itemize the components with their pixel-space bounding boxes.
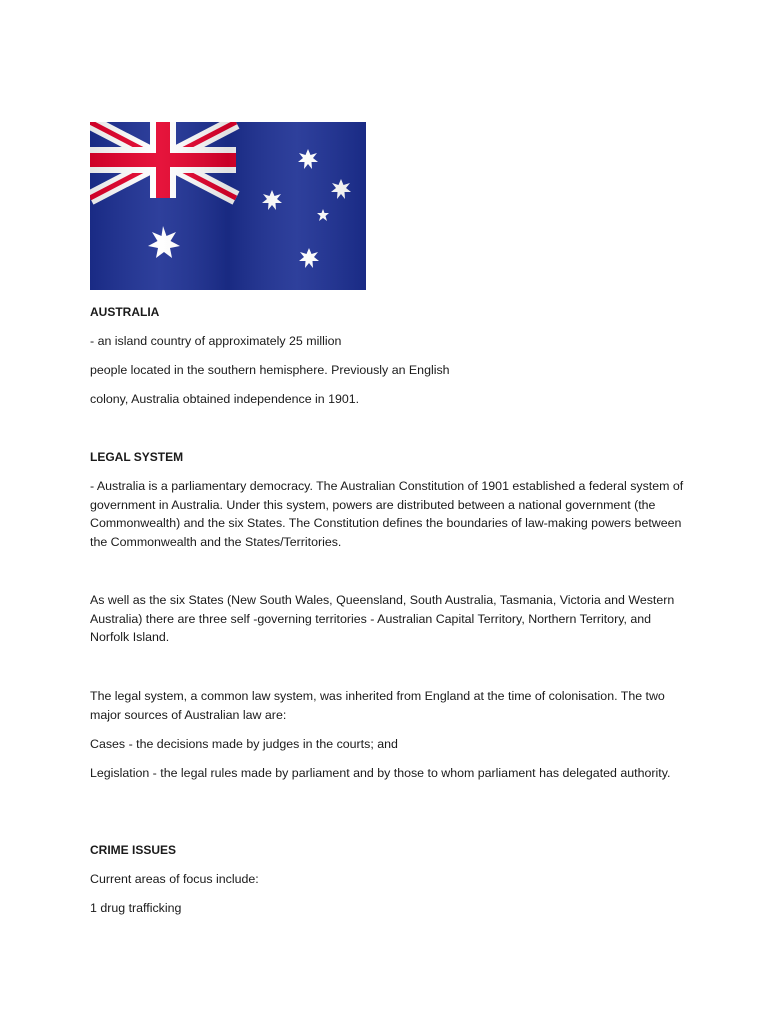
australian-flag-image bbox=[90, 122, 366, 290]
crime-intro: Current areas of focus include: bbox=[90, 872, 259, 886]
australia-line-3: colony, Australia obtained independence in 1901. bbox=[90, 392, 360, 406]
legal-paragraph-1: - Australia is a parliamentary democracy. The Australian Constitution of 1901 established a federal system of government in Australia. Under this system, powers are distributed between a national government (the Commonwealth) and the six States. The Constitution defines the boundaries of law-making powers between the Commonwealth and the States/Territories. bbox=[90, 479, 684, 549]
legal-paragraph-5: Legislation - the legal rules made by parliament and by those to whom parliament has delegated authority. bbox=[90, 766, 671, 780]
legal-paragraph-4: Cases - the decisions made by judges in the courts; and bbox=[90, 737, 398, 751]
australia-line-1: - an island country of approximately 25 million bbox=[90, 334, 342, 348]
australia-line-2: people located in the southern hemisphere. Previously an English bbox=[90, 363, 450, 377]
section-heading-legal-system: LEGAL SYSTEM bbox=[90, 450, 184, 464]
crime-item-1: 1 drug trafficking bbox=[90, 901, 182, 915]
section-heading-crime-issues: CRIME ISSUES bbox=[90, 843, 177, 857]
legal-paragraph-2: As well as the six States (New South Wales, Queensland, South Australia, Tasmania, Victoria and Western Australia) there are three self -governing territories - Australian Capital Territory, Northern Territory, and Norfolk Island. bbox=[90, 593, 675, 645]
legal-paragraph-3: The legal system, a common law system, was inherited from England at the time of colonisation. The two major sources of Australian law are: bbox=[90, 689, 665, 722]
section-heading-australia: AUSTRALIA bbox=[90, 305, 160, 319]
